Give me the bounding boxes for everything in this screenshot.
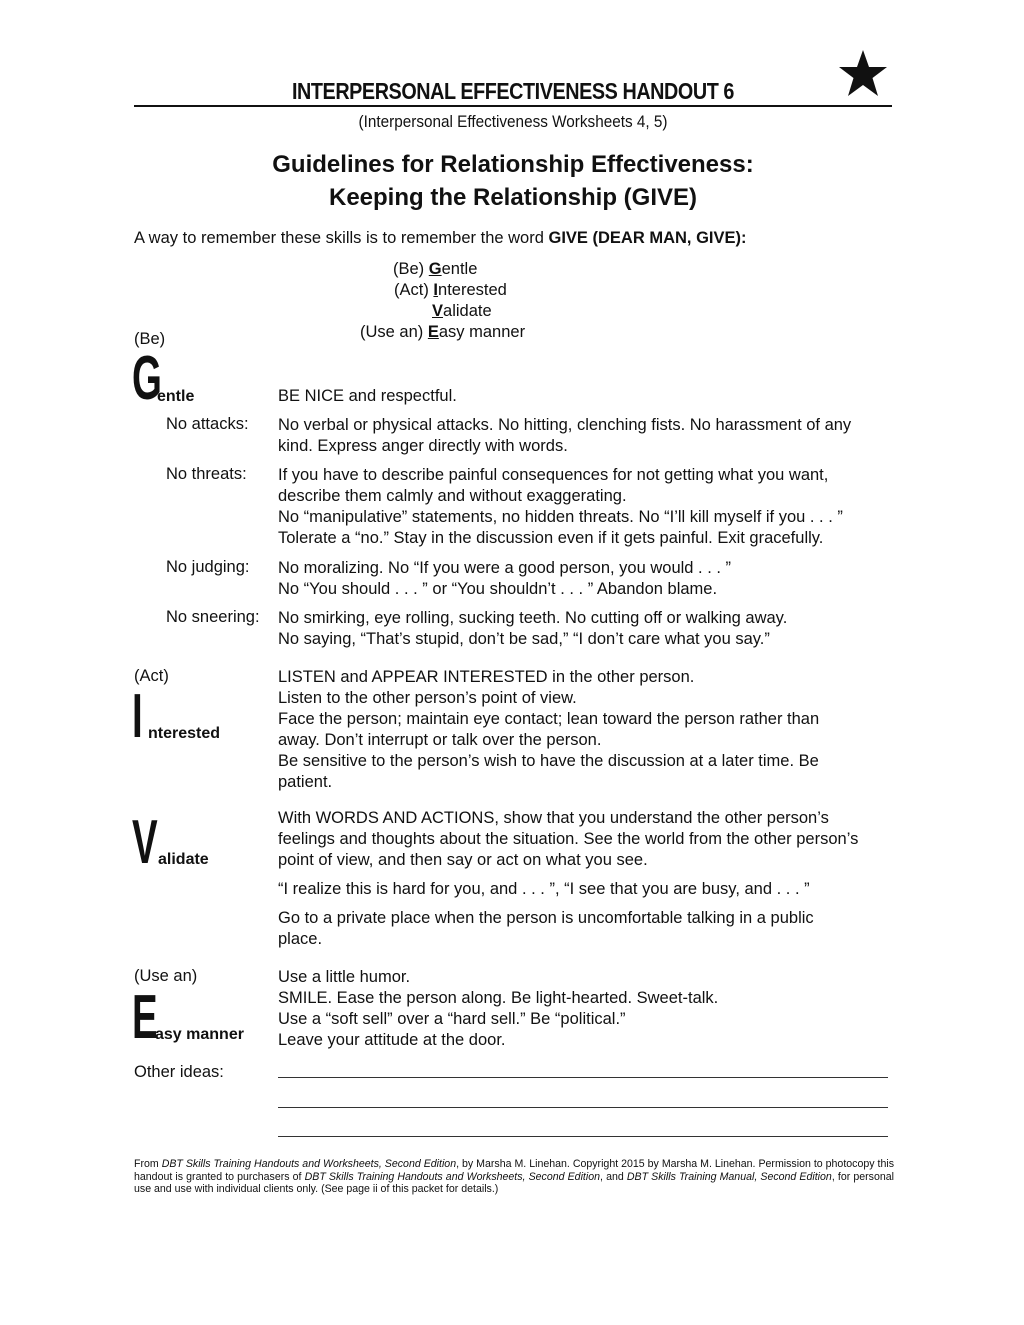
validate-para-1: With WORDS AND ACTIONS, show that you understand the other person’s feelings and thoughts about the situation. See the world from the other person’s point of view, and then say or act on what you see.: [278, 809, 859, 869]
gentle-rest: entle: [157, 388, 195, 405]
page-title-line-2: Keeping the Relationship (GIVE): [328, 184, 698, 211]
acronym-easy: (Use an) Easy manner: [360, 323, 526, 341]
interested-big-letter: I: [132, 682, 143, 751]
interested-rest: nterested: [148, 725, 221, 742]
validate-para-3: Go to a private place when the person is uncomfortable talking in a public place.: [278, 909, 814, 948]
acronym-validate: Validate: [432, 302, 492, 320]
validate-big-letter: V: [132, 808, 158, 877]
acronym-interested: (Act) Interested: [394, 281, 507, 299]
page-title-line-1: Guidelines for Relationship Effectiveness:: [272, 151, 754, 178]
gentle-prefix: (Be): [134, 330, 166, 348]
gentle-main: BE NICE and respectful.: [278, 387, 457, 405]
no-attacks-text: No verbal or physical attacks. No hitting, clenching fists. No harassment of any kind. Express anger directly with words.: [278, 416, 852, 455]
intro-text: A way to remember these skills is to remember the word GIVE (DEAR MAN, GIVE):: [134, 229, 747, 247]
no-sneering-label: No sneering:: [166, 608, 260, 626]
easy-big-letter: E: [132, 983, 158, 1052]
handout-title: INTERPERSONAL EFFECTIVENESS HANDOUT 6: [291, 78, 735, 104]
copyright-footer: From DBT Skills Training Handouts and Worksheets, Second Edition, by Marsha M. Linehan. Copyright 2015 by Marsha M. Linehan. Permission to photocopy this handout is granted to purchasers of DBT Skills Training Handouts and Worksheets, Second Edition, and DBT Skills Training Manual, Second Edition, for personal use and use with individual clients only. (See page ii of this packet for details.): [134, 1158, 894, 1195]
other-ideas-label: Other ideas:: [134, 1063, 224, 1081]
no-sneering-text: No smirking, eye rolling, sucking teeth. No cutting off or walking away. No saying, “That’s stupid, don’t be sad,” “I don’t care what you say.”: [278, 609, 788, 648]
handout-subtitle: (Interpersonal Effectiveness Worksheets 4, 5): [358, 112, 668, 131]
no-attacks-label: No attacks:: [166, 415, 249, 433]
no-threats-label: No threats:: [166, 465, 247, 483]
no-threats-text: If you have to describe painful consequences for not getting what you want, describe them calmly and without exaggerating. No “manipulative” statements, no hidden threats. No “I’ll kill myself if you . . . ” Tolerate a “no.” Stay in the discussion even if it gets painful. Exit gracefully.: [278, 466, 843, 547]
no-judging-label: No judging:: [166, 558, 250, 576]
validate-para-2: “I realize this is hard for you, and . . . ”, “I see that you are busy, and . . . ”: [278, 880, 810, 898]
easy-prefix: (Use an): [134, 967, 198, 985]
other-ideas-line-2[interactable]: [278, 1107, 888, 1108]
validate-rest: alidate: [158, 851, 209, 868]
star-icon: [838, 49, 888, 99]
other-ideas-line-1[interactable]: [278, 1077, 888, 1078]
easy-text: Use a little humor. SMILE. Ease the person along. Be light-hearted. Sweet-talk. Use a “soft sell” over a “hard sell.” Be “political.” Leave your attitude at the door.: [278, 968, 719, 1049]
acronym-gentle: (Be) Gentle: [393, 260, 478, 278]
interested-text: LISTEN and APPEAR INTERESTED in the other person. Listen to the other person’s point of view. Face the person; maintain eye contact; lean toward the person rather than away. Don’t interrupt or talk over the person. Be sensitive to the person’s wish to have the discussion at a later time. Be patient.: [278, 668, 820, 791]
interested-prefix: (Act): [134, 667, 169, 685]
easy-rest: asy manner: [155, 1026, 244, 1043]
header-rule: [134, 105, 892, 107]
other-ideas-line-3[interactable]: [278, 1136, 888, 1137]
no-judging-text: No moralizing. No “If you were a good person, you would . . . ” No “You should . . . ” or “You shouldn’t . . . ” Abandon blame.: [278, 559, 732, 598]
gentle-big-letter: G: [132, 344, 162, 413]
